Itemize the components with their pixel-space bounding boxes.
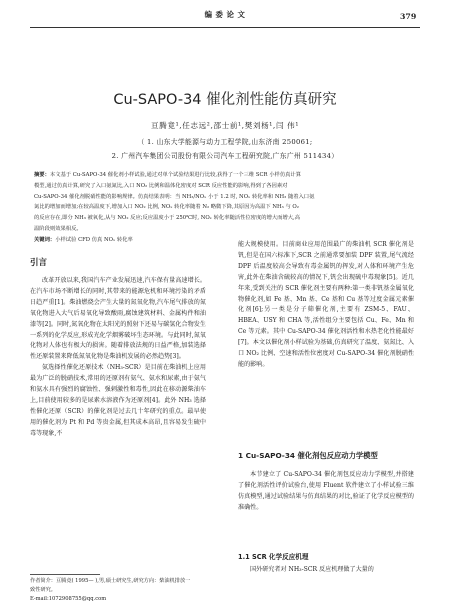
author-list: 亘腾竟¹,任志远²,邵士前¹,樊刘杨¹,闫 伟¹ (150, 121, 299, 130)
footnote-rule (30, 574, 100, 575)
running-header-section: 编 委 论 文 (204, 10, 246, 19)
right-column-top (238, 240, 414, 371)
section-heading-intro: 引言 (30, 258, 48, 268)
footnote (30, 577, 190, 604)
body-paragraph: 本节建立了 Cu-SAPO-34 催化剂包反应动力学模型,并搭建了催化剂活性评价试验台,使用 Fluent 软件建立了小样试验三维仿真模型,通过试验结果与仿真结果的对比,验证了化学反应模型的准确性。 (238, 471, 414, 511)
right-column-mid (238, 470, 414, 514)
header-rule (30, 27, 420, 28)
footnote-line: 致性研究。 (30, 587, 56, 593)
abstract-line: 模型,通过仿真计算,研究了入口氨氮比,入口 NO₂ 比例和温体化密度对 SCR 反应性能的影响,得到了各因素对 (34, 182, 288, 189)
footnote-email: E-mail:1072908755@qq.com (30, 596, 107, 602)
keywords-label: 关键词： (34, 236, 56, 243)
paper-title: Cu-SAPO-34 催化剂性能仿真研究 (113, 92, 337, 108)
left-column (30, 276, 206, 440)
abstract-line: 本文基于 Cu-SAPO-34 催化剂小样试验,通过对单个试验结果进行比较,获得了一个三维 SCR 小样仿真计算 (49, 172, 302, 178)
abstract-line: 氮比的增加而增加;在较高温度下,增加入口 NO₂ 比例, NOₓ 转化率随着 N₂ 略微下降,其原因为高温下 NH₃ 与 O₂ (34, 204, 299, 211)
abstract-line: 温阶段则效果相反。 (34, 225, 82, 232)
right-column-bottom (238, 565, 414, 576)
section-heading-1: 1 Cu-SAPO-34 催化剂包反应动力学模型 (238, 451, 378, 460)
body-paragraph: 氨选择性催化还原技术（NH₃-SCR）是目前在柴油机上应用最为广泛的脱硝技术,常用的还原剂有氨气、氨水和尿素,由于氨气和氨水具有强烈的腐蚀性、强刺激性和毒性,因此在移动源柴油车上,目前使用较多的是尿素水溶液作为还原剂[4]。此外 NH₃ 选择性催化还原（SCR）的催化剂是过去几十年研究的重点。最早使用的催化剂为 Pt 和 Pd 等贵金属,但其成本高昂,且容易发生硫中毒等现象,不 (30, 364, 206, 437)
abstract-label: 摘要： (34, 172, 50, 178)
affiliation-2: 2. 广州汽车集团公司股份有限公司汽车工程研究院,广东广州 511434） (111, 152, 339, 160)
body-paragraph: 改革开放以来,我国汽车产业发展迅速,汽车保有量高速增长。在汽车市场不断增长的同时,其带来的能源危机和环境污染的矛盾日趋严重[1]。柴油燃烧会产生大量的氮氧化物,汽车尾气排放的氮氧化物进入大气后易氧化导致酸雨,腐蚀建筑材料、金属构件和油漆等[2]。同时,氮氧化物在太阳光的照射下还易与碳氢化合物发生一系列的化学反应,形成光化学烟雾破坏生态环境。与此同时,氮氧化物对人体也有极大的损害。随着排放法规的日益严格,加装选择性还原装置来降低氮氧化物是柴油机发展的必然趋势[3]。 (30, 277, 206, 361)
subsection-heading-1-1: 1.1 SCR 化学反应机理 (238, 553, 309, 561)
affiliation-1: （ 1. 山东大学能源与动力工程学院,山东济南 250061; (137, 138, 313, 146)
abstract (34, 170, 418, 246)
abstract-line: Cu-SAPO-34 催化剂脱硝性能的影响规律。仿真结果表明：当 NH₃/NOₓ 小于 1.2 时, NOₓ 转化率和 NH₃ 随着入口氨 (34, 193, 315, 200)
footnote-line: 作者简介：亘腾竟( 1995— ),男,硕士研究生,研究方向：柴油机排放一 (30, 578, 191, 584)
abstract-line: 的反应存在,即分 NH₃ 被氧化,从与 NO₂ 反应;反应温度小于 250℃时, NOₓ 转化率随活性位密度的增大而增大,高 (34, 215, 301, 222)
keywords: 小样试验 CFD 仿真 NOₓ 转化率 (55, 236, 133, 243)
body-paragraph: 能大规模使用。目前商业应用范围最广的柴油机 SCR 催化剂是钒,但是在国六标准下,SCR 之前通常要加装 DPF 装置,尾气流经 DPF 后温度较高会导致有毒金属钒的挥发,对人体和环境产生危害,此外在柴油含硫较高的情况下,钒会出现硫中毒现象[5]。近几年来,受到关注的 SCR 催化剂主要有两种:第一类非钒基金属氧化物催化剂,如 Fe 基、Mn 基、Ce 基和 Cu 基等过度金属元素催化剂[6];另一类是分子筛催化剂,主要有 ZSM-5、FAU、HBEA、USY 和 CHA 等,活性组分主要包括 Cu、Fe、Mn 和 Ce 等元素。其中 Cu-SAPO-34 催化剂活性和水热老化性能最好[7]。本文以催化剂小样试验为基础,仿真研究了温度、氨氮比、入口 NO₂ 比例、空速和活性位密度对 Cu-SAPO-34 催化剂脱硝性能的影响。 (238, 241, 414, 368)
body-paragraph: 国外研究者对 NH₃-SCR 反应机理做了大量的 (250, 566, 374, 573)
page-number: 379 (400, 12, 417, 21)
